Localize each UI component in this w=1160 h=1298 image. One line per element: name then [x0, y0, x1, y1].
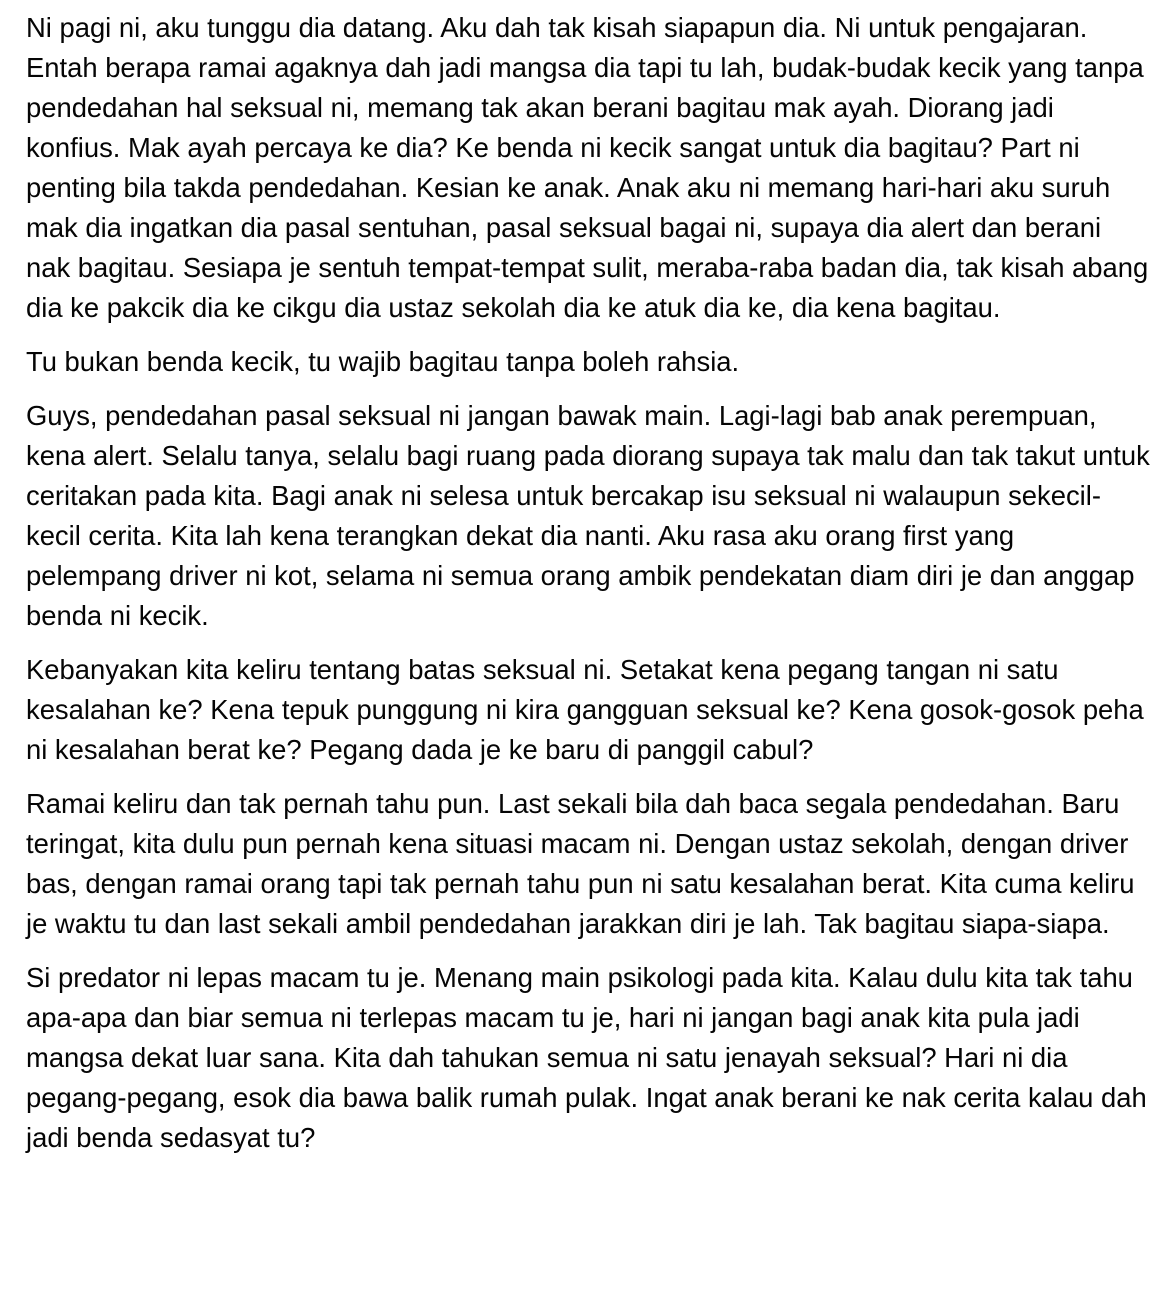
post-paragraph-6: Si predator ni lepas macam tu je. Menang main psikologi pada kita. Kalau dulu kita tak tahu apa-apa dan biar semua ni terlepas macam tu je, hari ni jangan bagi anak kita pula jadi mangsa dekat luar sana. Kita dah tahukan semua ni satu jenayah seksual? Hari ni dia pegang-pegang, esok dia bawa balik rumah pulak. Ingat anak berani ke nak cerita kalau dah jadi benda sedasyat tu? [26, 962, 1147, 1153]
post-body [26, 8, 1152, 1158]
post-paragraph-5: Ramai keliru dan tak pernah tahu pun. Last sekali bila dah baca segala pendedahan. Baru teringat, kita dulu pun pernah kena situasi macam ni. Dengan ustaz sekolah, dengan driver bas, dengan ramai orang tapi tak pernah tahu pun ni satu kesalahan berat. Kita cuma keliru je waktu tu dan last sekali ambil pendedahan jarakkan diri je lah. Tak bagitau siapa-siapa. [26, 788, 1135, 939]
post-paragraph-4: Kebanyakan kita keliru tentang batas seksual ni. Setakat kena pegang tangan ni satu kesalahan ke? Kena tepuk punggung ni kira gangguan seksual ke? Kena gosok-gosok peha ni kesalahan berat ke? Pegang dada je ke baru di panggil cabul? [26, 654, 1144, 765]
post-paragraph-3: Guys, pendedahan pasal seksual ni jangan bawak main. Lagi-lagi bab anak perempuan, kena alert. Selalu tanya, selalu bagi ruang pada diorang supaya tak malu dan tak takut untuk ceritakan pada kita. Bagi anak ni selesa untuk bercakap isu seksual ni walaupun sekecil-kecil cerita. Kita lah kena terangkan dekat dia nanti. Aku rasa aku orang first yang pelempang driver ni kot, selama ni semua orang ambik pendekatan diam diri je dan anggap benda ni kecik. [26, 400, 1150, 631]
post-paragraph-2: Tu bukan benda kecik, tu wajib bagitau tanpa boleh rahsia. [26, 346, 740, 377]
post-paragraph-1: Ni pagi ni, aku tunggu dia datang. Aku dah tak kisah siapapun dia. Ni untuk pengajaran. Entah berapa ramai agaknya dah jadi mangsa dia tapi tu lah, budak-budak kecik yang tanpa pendedahan hal seksual ni, memang tak akan berani bagitau mak ayah. Diorang jadi konfius. Mak ayah percaya ke dia? Ke benda ni kecik sangat untuk dia bagitau? Part ni penting bila takda pendedahan. Kesian ke anak. Anak aku ni memang hari-hari aku suruh mak dia ingatkan dia pasal sentuhan, pasal seksual bagai ni, supaya dia alert dan berani nak bagitau. Sesiapa je sentuh tempat-tempat sulit, meraba-raba badan dia, tak kisah abang dia ke pakcik dia ke cikgu dia ustaz sekolah dia ke atuk dia ke, dia kena bagitau. [26, 12, 1149, 323]
